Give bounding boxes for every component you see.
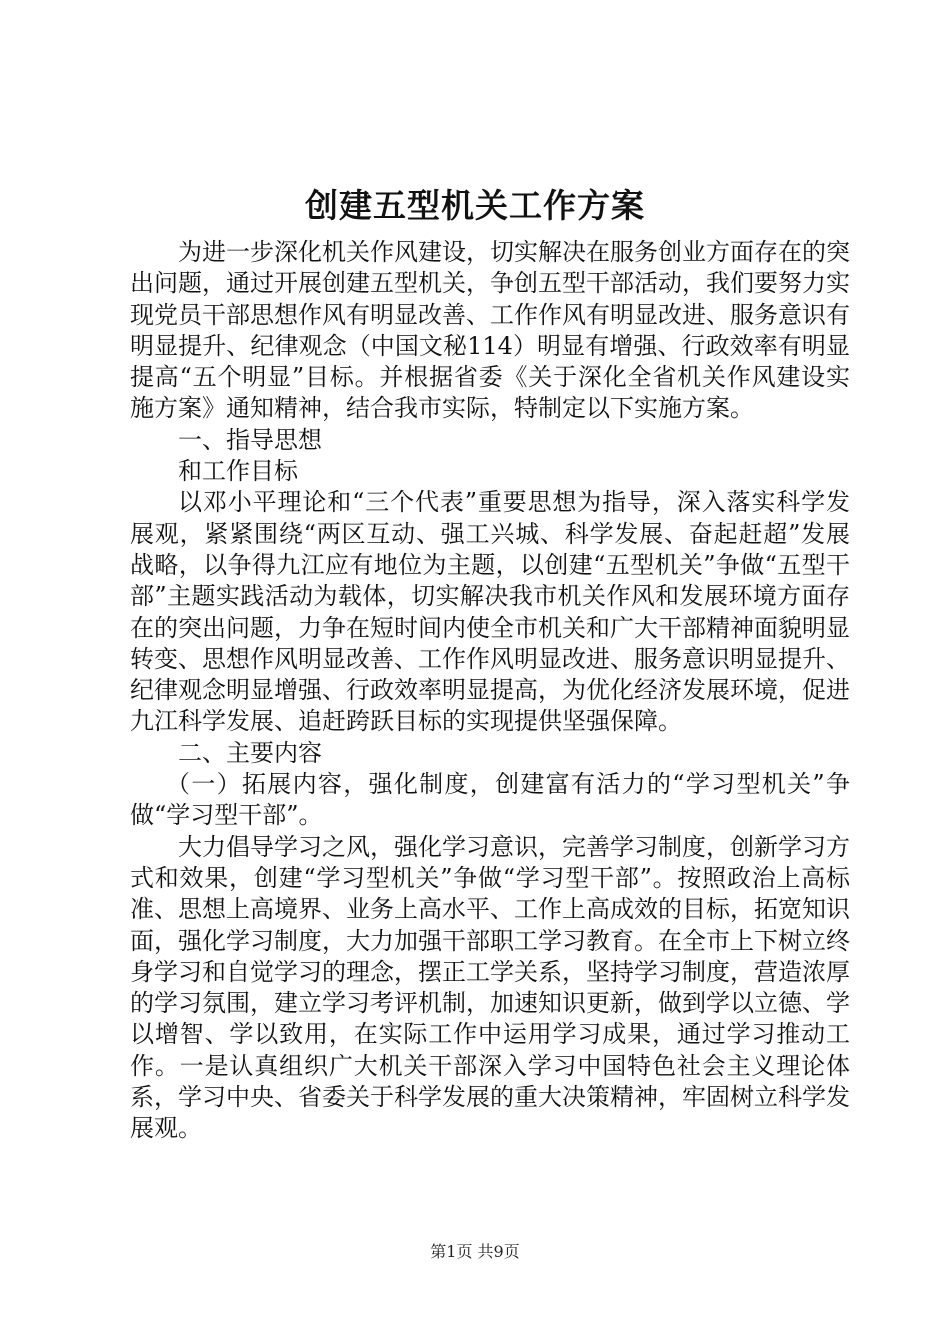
learning-organ-paragraph: 大力倡导学习之风，强化学习意识，完善学习制度，创新学习方式和效果，创建“学习型机关”争做“学习型干部”。按照政治上高标准、思想上高境界、业务上高水平、工作上高成效的目标，拓宽知识面，强化学习制度，大力加强干部职工学习教育。在全市上下树立终身学习和自觉学习的理念，摆正工学关系，坚持学习制度，营造浓厚的学习氛围，建立学习考评机制，加速知识更新，做到学以立德、学以增智、学以致用，在实际工作中运用学习成果，通过学习推动工作。一是认真组织广大机关干部深入学习中国特色社会主义理论体系，学习中央、省委关于科学发展的重大决策精神，牢固树立科学发展观。 bbox=[130, 832, 850, 1143]
document-title: 创建五型机关工作方案 bbox=[305, 186, 645, 225]
section-heading-main-content: 二、主要内容 bbox=[178, 738, 322, 767]
subsection-heading-learning-organ: （一）拓展内容，强化制度，创建富有活力的“学习型机关”争做“学习型干部”。 bbox=[130, 770, 850, 830]
section-heading-work-goals: 和工作目标 bbox=[178, 457, 298, 486]
document-body bbox=[130, 237, 850, 1145]
page-number-footer: 第1页 共9页 bbox=[430, 1242, 520, 1261]
guiding-thought-paragraph: 以邓小平理论和“三个代表”重要思想为指导，深入落实科学发展观，紧紧围绕“两区互动、强工兴城、科学发展、奋起赶超”发展战略，以争得九江应有地位为主题，以创建“五型机关”争做“五型干部”主题实践活动为载体，切实解决我市机关作风和发展环境方面存在的突出问题，力争在短时间内使全市机关和广大干部精神面貌明显转变、思想作风明显改善、工作作风明显改进、服务意识明显提升、纪律观念明显增强、行政效率明显提高，为优化经济发展环境，促进九江科学发展、追赶跨跃目标的实现提供坚强保障。 bbox=[130, 488, 850, 736]
intro-paragraph: 为进一步深化机关作风建设，切实解决在服务创业方面存在的突出问题，通过开展创建五型机关，争创五型干部活动，我们要努力实现党员干部思想作风有明显改善、工作作风有明显改进、服务意识有明显提升、纪律观念（中国文秘114）明显有增强、行政效率有明显提高“五个明显”目标。并根据省委《关于深化全省机关作风建设实施方案》通知精神，结合我市实际，特制定以下实施方案。 bbox=[130, 238, 850, 423]
section-heading-guiding-thought: 一、指导思想 bbox=[178, 425, 322, 454]
